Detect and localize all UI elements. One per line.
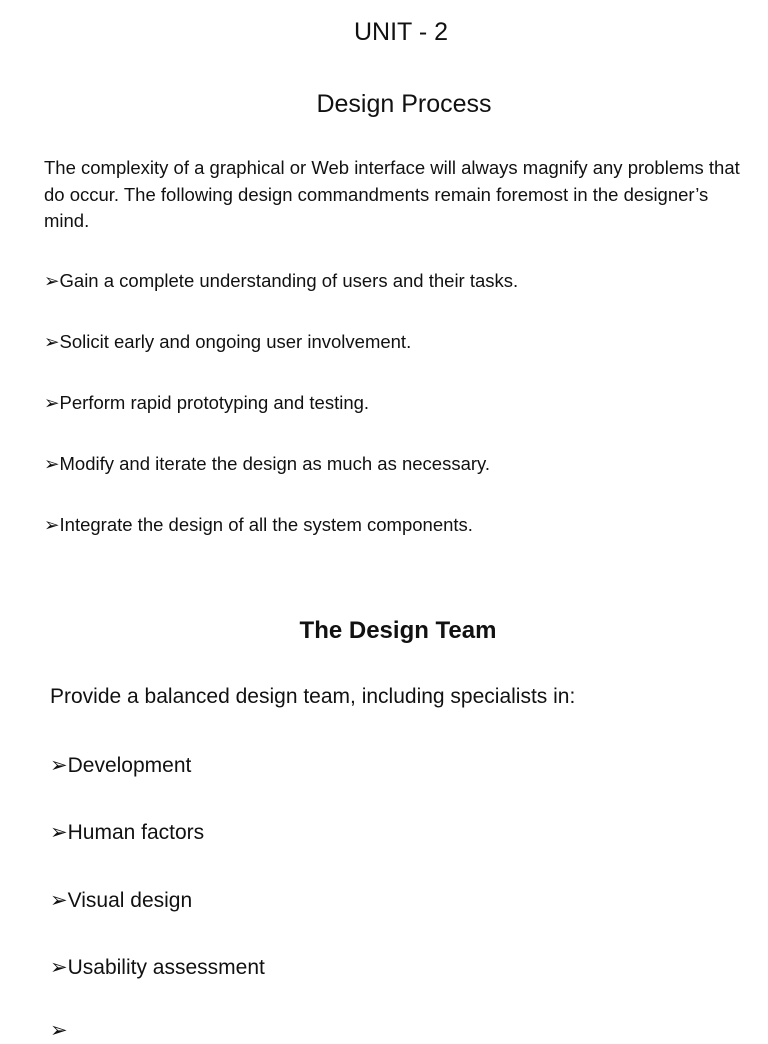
arrow-bullet-icon: ➢ — [50, 888, 68, 912]
arrow-bullet-icon: ➢ — [44, 271, 60, 292]
specialist-text: Usability assessment — [67, 956, 265, 979]
commandment-text: Gain a complete understanding of users and their tasks. — [59, 270, 519, 291]
commandment-text: Solicit early and ongoing user involvement. — [59, 331, 412, 352]
intro-paragraph: The complexity of a graphical or Web interface will always magnify any problems that do occur. The following design commandments remain foremost in the designer’s mind. — [44, 157, 740, 231]
specialist-text: Human factors — [67, 821, 205, 844]
arrow-bullet-icon: ➢ — [50, 1018, 68, 1042]
design-team-intro: Provide a balanced design team, including specialists in: — [50, 685, 576, 708]
commandment-item — [44, 269, 518, 294]
specialist-item — [50, 818, 204, 847]
arrow-bullet-icon: ➢ — [44, 332, 60, 353]
specialist-text: Development — [67, 754, 192, 777]
commandment-item — [44, 391, 369, 416]
commandment-item — [44, 452, 490, 477]
specialist-item — [50, 953, 265, 982]
commandment-item — [44, 513, 473, 538]
section-title: Design Process — [316, 90, 492, 118]
unit-title: UNIT - 2 — [354, 18, 448, 46]
commandment-item — [44, 330, 411, 355]
specialist-item — [50, 751, 191, 780]
specialist-item — [50, 886, 192, 915]
arrow-bullet-icon: ➢ — [44, 393, 60, 414]
specialist-text: Visual design — [67, 889, 193, 912]
arrow-bullet-icon: ➢ — [50, 753, 68, 777]
arrow-bullet-icon: ➢ — [50, 955, 68, 979]
commandment-text: Modify and iterate the design as much as necessary. — [59, 453, 491, 474]
arrow-bullet-icon: ➢ — [44, 515, 60, 536]
arrow-bullet-icon: ➢ — [44, 454, 60, 475]
commandment-text: Integrate the design of all the system components. — [59, 514, 473, 535]
commandment-text: Perform rapid prototyping and testing. — [59, 392, 370, 413]
arrow-bullet-icon: ➢ — [50, 820, 68, 844]
design-team-title: The Design Team — [299, 617, 497, 644]
